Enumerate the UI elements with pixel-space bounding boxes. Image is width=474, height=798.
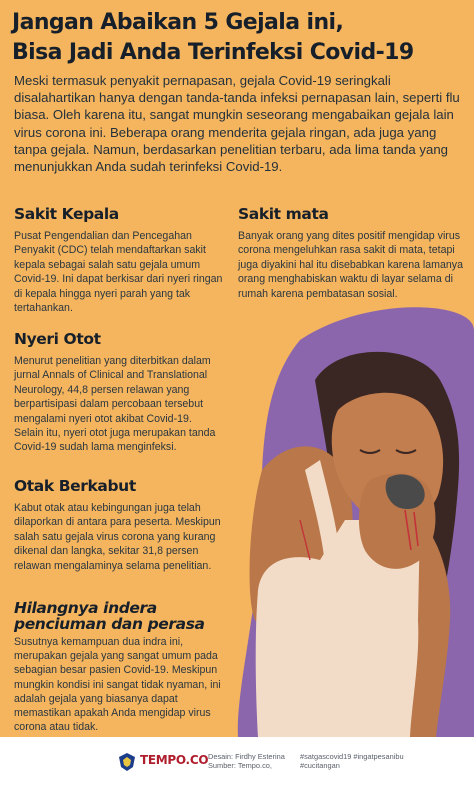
tempo-logo: TEMPO.CO [140,753,209,767]
section-body-indera: Susutnya kemampuan dua indra ini, merupakan gejala yang sangat umum pada sebagian besar pasien Covid-19. Meskipun mungkin kondisi ini sangat tidak nyaman, ini adalah gejala yang biasanya dapat memastikan apakah Anda mengidap virus corona atau tidak. [14,636,221,734]
section-body-sakit-mata: Banyak orang yang dites positif mengidap virus corona mengeluhkan rasa sakit di mata, tetapi juga diyakini hal itu disebabkan karena lamanya orang menghabiskan waktu di layar selama di rumah karena pembatasan sosial. [238,230,463,300]
ministry-emblem-icon [118,752,136,772]
source-credit: Sumber: Tempo.co, [208,761,272,770]
title-line-1: Jangan Abaikan 5 Gejala ini, [12,10,344,35]
section-body-nyeri-otot: Menurut penelitian yang diterbitkan dalam jurnal Annals of Clinical and Translational Neurology, 44,8 persen relawan yang berpartisipasi dalam percobaan tersebut mengalami nyeri otot akibat Covid-19. Selain itu, nyeri otot juga merupakan tanda Covid-19 sudah lama menginfeksi. [14,355,216,454]
page-title [12,8,467,68]
section-body-sakit-kepala: Pusat Pengendalian dan Pencegahan Penyakit (CDC) telah mendaftarkan sakit kepala sebagai salah satu gejala umum Covid-19. Ini dapat berkisar dari nyeri ringan di kepala hingga nyeri parah yang tak tertahankan. [14,230,223,315]
section-title-indera [14,600,244,632]
section-title-sakit-mata: Sakit mata [238,205,329,223]
hashtags-line-2: #cucitangan [300,761,340,770]
section-title-sakit-kepala: Sakit Kepala [14,205,119,223]
intro-paragraph: Meski termasuk penyakit pernapasan, gejala Covid-19 seringkali disalahartikan hanya dengan tanda-tanda infeksi pernapasan lain, seperti flu biasa. Oleh karena itu, sangat mungkin seseorang mengabaikan gejala lain virus corona ini. Beberapa orang menderita gejala ringan, ada juga yang tanpa gejala. Namun, berdasarkan penelitian terbaru, ada lima tanda yang menunjukkan Anda sudah terinfeksi Covid-19. [14,73,460,175]
section-title-indera-line-1: Hilangnya indera [14,599,157,617]
design-credit: Desain: Firdhy Esterina [208,752,285,761]
section-body-otak-berkabut: Kabut otak atau kebingungan juga telah dilaporkan di antara para peserta. Meskipun salah satu gejala virus corona yang kurang dikenal dan langka, sekitar 31,8 persen relawan mengalaminya selama penelitian. [14,502,221,572]
footer [0,737,474,798]
credits [208,752,300,770]
title-line-2: Bisa Jadi Anda Terinfeksi Covid-19 [12,40,414,65]
section-title-indera-line-2: penciuman dan perasa [14,615,205,633]
section-title-otak-berkabut: Otak Berkabut [14,477,136,495]
hashtags [300,752,420,770]
section-title-nyeri-otot: Nyeri Otot [14,330,101,348]
hashtags-line-1: #satgascovid19 #ingatpesanibu [300,752,404,761]
